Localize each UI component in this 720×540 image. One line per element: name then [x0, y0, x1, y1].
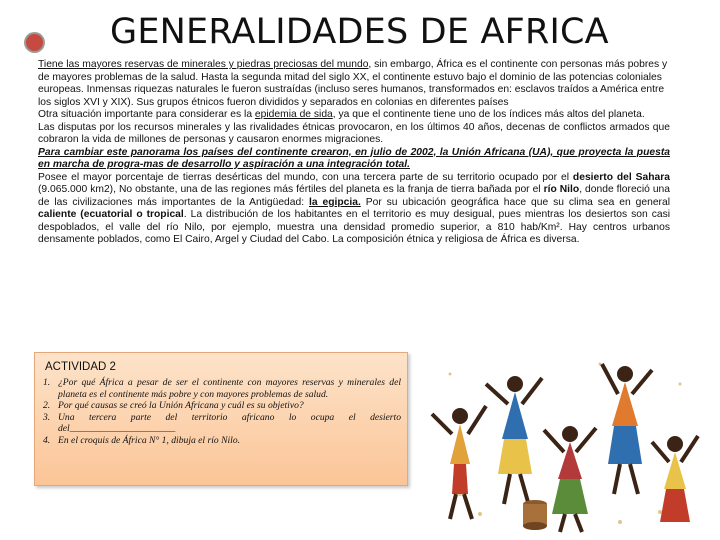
dancer-figure	[544, 426, 596, 532]
list-item: 3. Una tercera parte del territorio africano lo ocupa el desierto del______________________	[43, 411, 401, 434]
activity-box	[34, 352, 408, 486]
paragraph-4: Para cambiar este panorama los países del continente crearon, en julio de 2002, la Unión Africana (UA), que proyecta la puesta en marcha de progra-mas de desarrollo y aspiración a una integración total.	[38, 146, 670, 170]
reserves-highlight: Tiene las mayores reservas de minerales y piedras preciosas del mundo	[38, 59, 369, 70]
body-text	[38, 59, 670, 247]
paragraph-5: Posee el mayor porcentaje de tierras desérticas del mundo, con una tercera parte de su territorio ocupado por el desierto del Sahara (9.065.000 km2), No obstante, una de las regiones más fértiles del planeta es la franja de tierra bañada por el río Nilo, donde floreció una de las civilizaciones más importantes de la Antigüedad: la egipcia. Por su ubicación geográfica hace que su clima sea en general caliente (ecuatorial o tropical. La distribución de los habitantes en el territorio es muy desigual, pues mientras los desiertos son casi despoblados, el valle del río Nilo, por ejemplo, muestra una densidad promedio superior, a 810 hab/Km². Hay centros urbanos densamente poblados, como El Cairo, Argel y Ciudad del Cabo. La composición étnica y religiosa de África es diversa.	[38, 171, 671, 245]
drum-icon	[523, 500, 547, 530]
list-item: 2. Por qué causas se creó la Unión Africana y cuál es su objetivo?	[43, 400, 304, 411]
page-title: GENERALIDADES DE AFRICA	[110, 12, 609, 52]
activity-list	[43, 377, 401, 446]
list-item: 4. En el croquis de África N° 1, dibuja el río Nilo.	[43, 434, 241, 446]
dancer-figure	[432, 406, 486, 519]
activity-title: ACTIVIDAD 2	[45, 361, 116, 373]
african-dancers-illustration	[420, 344, 704, 534]
aids-highlight: epidemia de sida	[254, 109, 333, 120]
dancer-figure	[652, 436, 698, 522]
dancer-figure	[486, 376, 542, 504]
paragraph-2: Otra situación importante para considerar es la epidemia de sida, ya que el continente tiene uno de los índices más altos del planeta.	[38, 109, 645, 120]
sahara-highlight: desierto del Sahara	[572, 171, 671, 183]
list-item: 1. ¿Por qué África a pesar de ser el continente con mayores reservas y minerales del planeta es el continente más pobre y con mayores problemas de salud.	[43, 377, 401, 400]
paragraph-1: Tiene las mayores reservas de minerales y piedras preciosas del mundo, sin embargo, África es el continente con personas más pobres y de mayores problemas de la salud. Hasta la segunda mitad del siglo XX, el continente estuvo bajo el dominio de las potencias coloniales europeas. Inmensas riquezas naturales le fueron sustraídas (incluso seres humanos, transformados en: esclavos traídos a América entre los siglos XVI y XIX). Sus grupos étnicos fueron divididos y separados en colonias en diferentes países	[38, 59, 668, 108]
climate-highlight: caliente (ecuatorial o tropical	[38, 209, 184, 220]
nile-highlight: río Nilo	[543, 184, 580, 195]
dancer-figure	[602, 364, 652, 494]
paragraph-3: Las disputas por los recursos minerales y las rivalidades étnicas provocaron, en los últimos 40 años, decenas de conflictos armados que cobraron la vida de millones de personas y causaron enormes migraciones.	[38, 121, 670, 145]
egypt-highlight: la egipcia.	[309, 196, 361, 208]
title-bullet	[26, 34, 43, 51]
